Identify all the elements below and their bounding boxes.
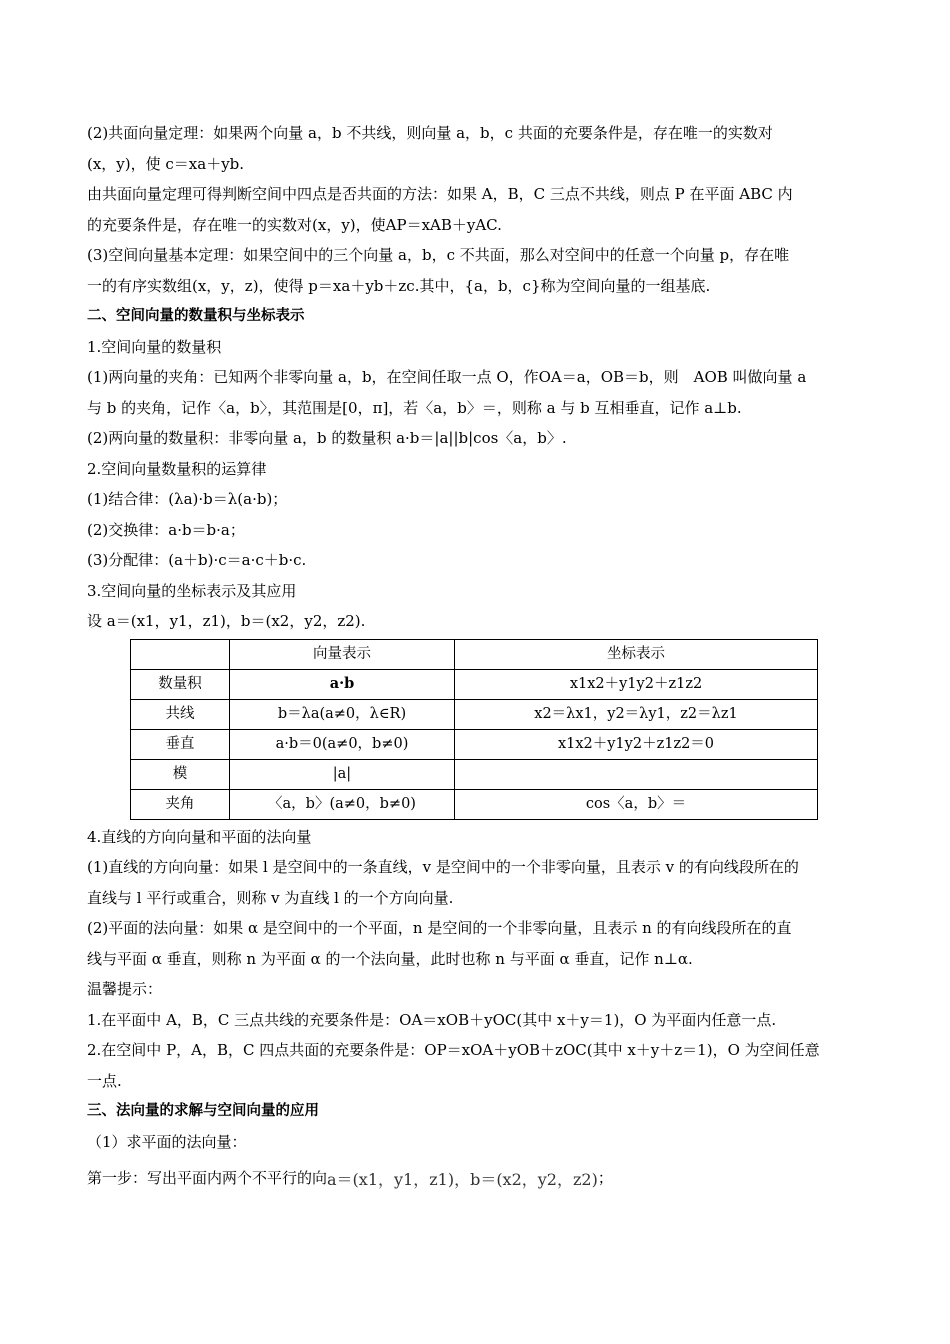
table-row [131, 729, 818, 759]
theorem-2-line1: (2)共面向量定理：如果两个向量 a，b 不共线，则向量 a，b，c 共面的充要条件是，存在唯一的实数对 [87, 124, 773, 142]
angle-definition-line2: 与 b 的夹角，记作〈a，b〉，其范围是[0，π]，若〈a，b〉＝，则称 a 与 b 互相垂直，记作 a⊥b. [87, 398, 742, 417]
normal-step-title: （1）求平面的法向量： [87, 1132, 247, 1151]
direction-vector-line2: 直线与 l 平行或重合，则称 v 为直线 l 的一个方向向量. [87, 888, 454, 907]
subsection-3-title: 3.空间向量的坐标表示及其应用 [87, 581, 297, 600]
tip-2-line2: 一点. [87, 1071, 122, 1090]
normal-vector-line1: (2)平面的法向量：如果 α 是空间中的一个平面，n 是空间的一个非零向量，且表示 n 的有向线段所在的直 [87, 919, 792, 937]
table-cell: 垂直 [131, 729, 230, 759]
tip-1: 1.在平面中 A，B，C 三点共线的充要条件是：OA＝xOB＋yOC(其中 x＋y＝1)，O 为平面内任意一点. [87, 1010, 777, 1029]
table-cell: 夹角 [131, 789, 230, 819]
table-cell: x1x2＋y1y2＋z1z2＝0 [455, 729, 818, 759]
subsection-2-title: 2.空间向量数量积的运算律 [87, 459, 267, 478]
direction-vector-line1: (1)直线的方向向量：如果 l 是空间中的一条直线，v 是空间中的一个非零向量，且表示 v 的有向线段所在的 [87, 858, 799, 876]
table-row [131, 669, 818, 699]
subsection-1-title: 1.空间向量的数量积 [87, 337, 222, 356]
coplanar-method-line1: 由共面向量定理可得判断空间中四点是否共面的方法：如果 A，B，C 三点不共线，则点 P 在平面 ABC 内 [87, 185, 793, 203]
section-3-heading: 三、法向量的求解与空间向量的应用 [87, 1103, 319, 1119]
step-1 [87, 1163, 865, 1196]
table-cell [455, 759, 818, 789]
dot-product-definition: (2)两向量的数量积：非零向量 a，b 的数量积 a·b＝|a||b|cos〈a，b〉. [87, 429, 567, 447]
section-2-heading: 二、空间向量的数量积与坐标表示 [87, 308, 305, 324]
table-cell: a·b [230, 669, 455, 699]
normal-vector-line2: 线与平面 α 垂直，则称 n 为平面 α 的一个法向量，此时也称 n 与平面 α 垂直，记作 n⊥α. [87, 949, 693, 968]
coordinate-definition: 设 a＝(x1，y1，z1)，b＝(x2，y2，z2). [87, 612, 366, 630]
table-header-cell: 向量表示 [230, 639, 455, 669]
table-header-cell: 坐标表示 [455, 639, 818, 669]
tip-2-line1: 2.在空间中 P，A，B，C 四点共面的充要条件是：OP＝xOA＋yOB＋zOC(其中 x＋y＋z＝1)，O 为空间任意 [87, 1041, 820, 1059]
theorem-3-line2: 一的有序实数组(x，y，z)，使得 p＝xa＋yb＋zc.其中，{a，b，c}称为空间向量的一组基底. [87, 276, 711, 295]
step-1-end: ； [597, 1169, 613, 1187]
document-body [87, 118, 865, 1196]
theorem-2-line2: (x，y)，使 c＝xa＋yb. [87, 154, 245, 173]
table-cell: 〈a，b〉(a≠0，b≠0) [230, 789, 455, 819]
commutative-law: (2)交换律：a·b＝b·a； [87, 520, 245, 539]
tip-title: 温馨提示： [87, 980, 163, 998]
table-cell: x2＝λx1，y2＝λy1，z2＝λz1 [455, 699, 818, 729]
table-cell: |a| [230, 759, 455, 789]
coplanar-method-line2: 的充要条件是，存在唯一的实数对(x，y)，使AP＝xAB＋yAC. [87, 215, 502, 234]
distributive-law: (3)分配律：(a＋b)·c＝a·c＋b·c. [87, 551, 307, 569]
table-row [131, 789, 818, 819]
angle-definition-line1: (1)两向量的夹角：已知两个非零向量 a，b，在空间任取一点 O，作OA＝a，OB＝b，则 AOB 叫做向量 a [87, 368, 807, 386]
table-cell: b＝λa(a≠0，λ∈R) [230, 699, 455, 729]
table-cell: a·b＝0(a≠0，b≠0) [230, 729, 455, 759]
step-1-formula: a＝(x1，y1，z1)，b＝(x2，y2，z2) [327, 1170, 598, 1189]
table-cell: cos〈a，b〉＝ [455, 789, 818, 819]
theorem-3-line1: (3)空间向量基本定理：如果空间中的三个向量 a，b，c 不共面，那么对空间中的任意一个向量 p，存在唯 [87, 246, 790, 264]
table-header-row [131, 639, 818, 669]
table-cell: 共线 [131, 699, 230, 729]
table-cell: 模 [131, 759, 230, 789]
step-1-text: 第一步：写出平面内两个不平行的向 [87, 1169, 328, 1187]
table-cell: x1x2＋y1y2＋z1z2 [455, 669, 818, 699]
vector-coordinate-table [130, 639, 818, 820]
table-header-cell [131, 639, 230, 669]
table-row [131, 699, 818, 729]
associative-law: (1)结合律：(λa)·b＝λ(a·b)； [87, 490, 288, 508]
table-cell: 数量积 [131, 669, 230, 699]
subsection-4-title: 4.直线的方向向量和平面的法向量 [87, 827, 312, 846]
table-row [131, 759, 818, 789]
